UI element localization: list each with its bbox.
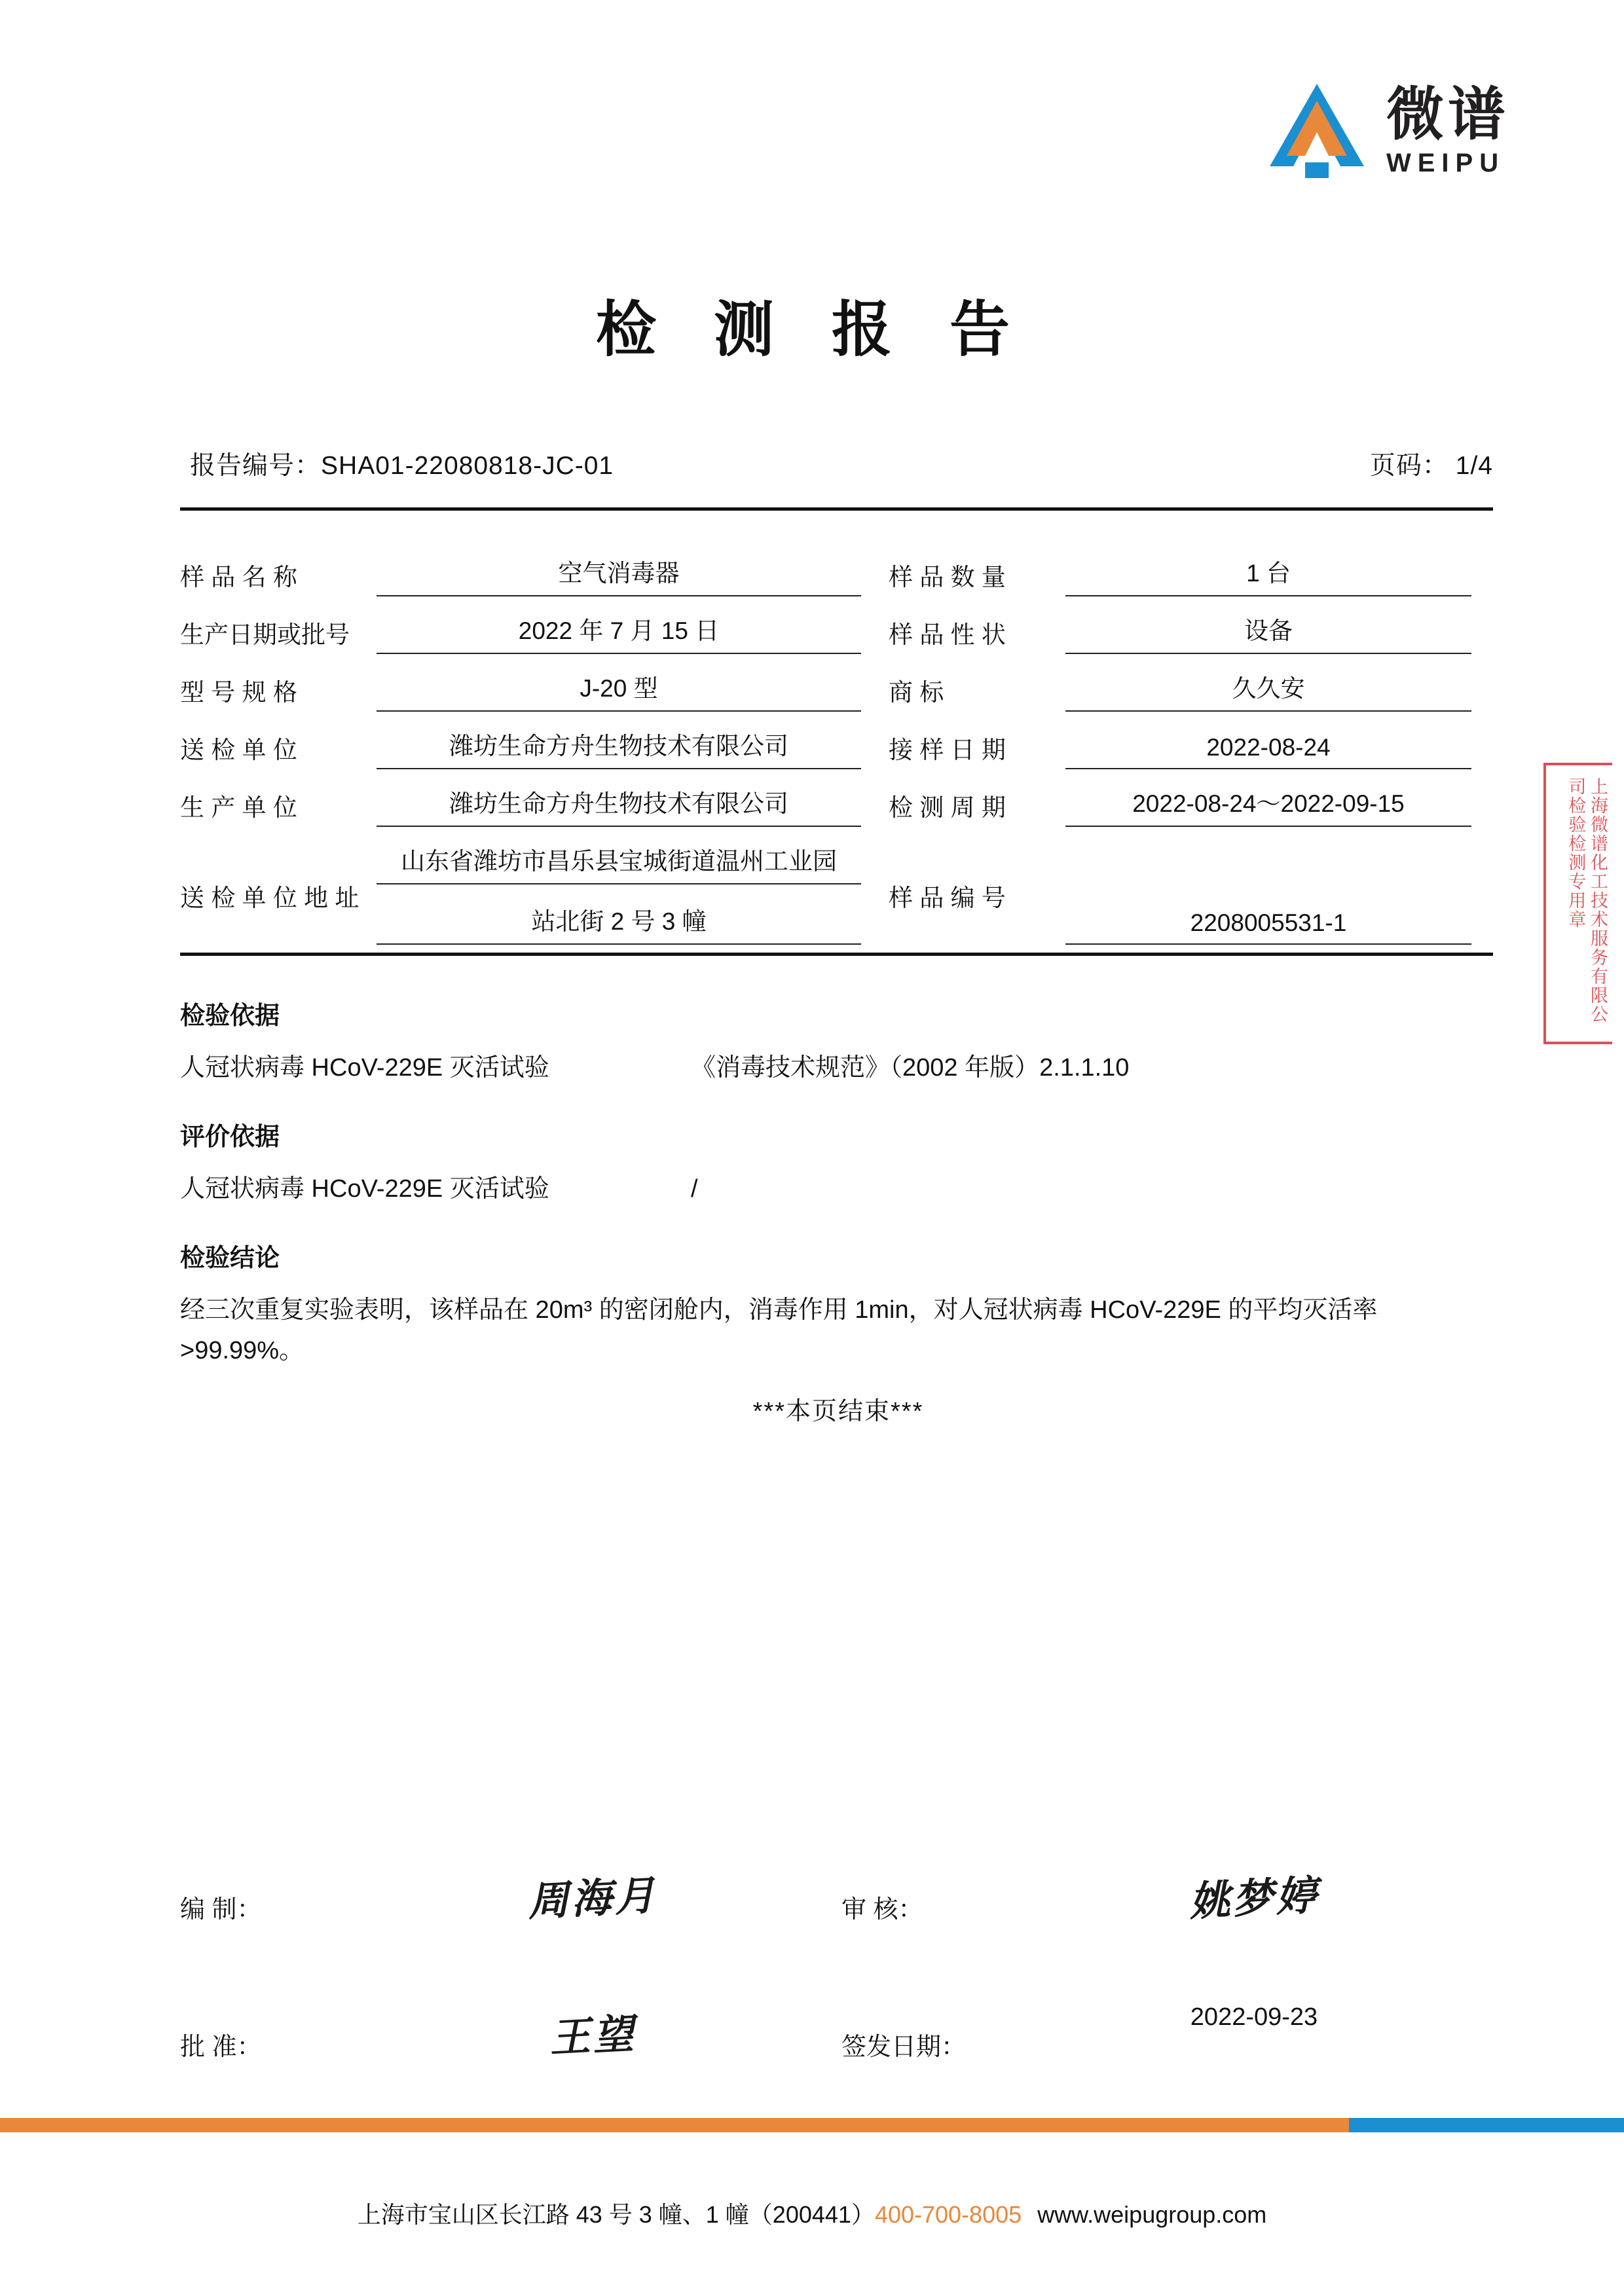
brand-name-cn: 微谱: [1386, 81, 1509, 148]
signature-block: [180, 1866, 1496, 2141]
footer-address: 上海市宝山区长江路 43 号 3 幢、1 幢（200441）: [357, 2201, 875, 2228]
weipu-logo-icon: [1264, 79, 1369, 183]
label-reviewed-by: 审 核：: [841, 1896, 923, 1923]
label-sample-name: 样 品 名 称: [180, 564, 297, 591]
value-submitting-address: [377, 841, 861, 945]
footer-website[interactable]: www.weipugroup.com: [1037, 2201, 1267, 2228]
basis-item: 人冠状病毒 HCoV-229E 灭活试验: [180, 1054, 549, 1082]
section-evaluation-basis: [180, 1116, 1496, 1210]
value-model-spec: J-20 型: [377, 668, 861, 712]
section-title-conclusion: 检验结论: [180, 1245, 280, 1272]
value-sample-name: 空气消毒器: [377, 553, 861, 596]
page-title: 检 测 报 告: [595, 295, 1029, 365]
section-title-basis: 检验依据: [180, 1002, 280, 1030]
brand-name-en: WEIPU: [1386, 149, 1505, 177]
brand-logo: [1264, 79, 1509, 183]
label-approved-by: 批 准：: [180, 2033, 262, 2061]
address-line-2: 站北街 2 号 3 幢: [377, 902, 861, 945]
footer-phone: 400-700-8005: [874, 2201, 1022, 2228]
label-sample-qty: 样 品 数 量: [889, 564, 1006, 591]
signature-row-2: [180, 2003, 1496, 2062]
label-prepared-by: 编 制：: [180, 1896, 262, 1923]
report-meta: [190, 445, 1493, 482]
value-production-date: 2022 年 7 月 15 日: [377, 611, 861, 654]
value-sample-form: 设备: [1065, 611, 1471, 654]
footer-color-bar: [0, 2118, 1624, 2132]
basis-standard: 《消毒技术规范》（2002 年版）2.1.1.10: [691, 1054, 1130, 1082]
divider-top: [180, 507, 1493, 511]
page-end-note: ***本页结束***: [752, 1398, 924, 1426]
conclusion-text: 经三次重复实验表明，该样品在 20m³ 的密闭舱内，消毒作用 1min，对人冠状病毒 HCoV-229E 的平均灭活率>99.99%。: [180, 1296, 1378, 1364]
label-submitting-unit: 送 检 单 位: [180, 737, 297, 763]
value-approved-by: [344, 2003, 841, 2062]
label-submitting-address: 送 检 单 位 地 址: [180, 884, 360, 911]
official-stamp: 上海微谱化工技术服务有限公司检验检测专用章: [1543, 763, 1612, 1044]
label-trademark: 商 标: [889, 679, 944, 706]
table-row-address: [180, 841, 1493, 945]
table-row: [180, 726, 1493, 769]
label-test-period: 检 测 周 期: [889, 794, 1006, 821]
value-prepared-by: [344, 1866, 841, 1925]
address-line-1: 山东省潍坊市昌乐县宝城街道温州工业园: [377, 841, 861, 884]
evaluation-standard: /: [691, 1175, 698, 1203]
label-receipt-date: 接 样 日 期: [889, 737, 1006, 763]
table-row: [180, 611, 1493, 654]
label-sample-no: 样 品 编 号: [889, 884, 1006, 911]
table-row: [180, 784, 1493, 827]
value-issue-date: 2022-09-23: [1190, 2003, 1318, 2031]
evaluation-item: 人冠状病毒 HCoV-229E 灭活试验: [180, 1175, 549, 1203]
label-production-date: 生产日期或批号: [180, 621, 350, 648]
label-sample-form: 样 品 性 状: [889, 621, 1006, 648]
value-test-period: 2022-08-24～2022-09-15: [1065, 784, 1471, 827]
label-model-spec: 型 号 规 格: [180, 679, 297, 706]
value-sample-qty: 1 台: [1065, 553, 1471, 596]
value-reviewed-by: [1025, 1866, 1483, 1925]
signature-prepared: 周海月: [526, 1870, 659, 1926]
report-no-label: 报告编号：: [190, 452, 322, 480]
table-row: [180, 553, 1493, 596]
section-conclusion: [180, 1237, 1496, 1427]
footer-bar-blue: [1349, 2118, 1624, 2132]
signature-approved: 王望: [548, 2009, 638, 2062]
footer-contact: [0, 2196, 1624, 2230]
value-submitting-unit: 潍坊生命方舟生物技术有限公司: [377, 726, 861, 769]
signature-reviewed: 姚梦婷: [1188, 1870, 1321, 1926]
label-issue-date: 签发日期：: [841, 2033, 967, 2061]
section-title-evaluation: 评价依据: [180, 1123, 280, 1151]
divider-bottom: [180, 953, 1493, 956]
signature-row-1: [180, 1866, 1496, 1925]
table-row: [180, 668, 1493, 712]
section-inspection-basis: [180, 995, 1496, 1089]
value-trademark: 久久安: [1065, 668, 1471, 712]
label-manufacturer: 生 产 单 位: [180, 794, 297, 821]
page-value: 1/4: [1455, 452, 1493, 480]
page-label: 页码：: [1369, 452, 1449, 480]
report-no-value: SHA01-22080818-JC-01: [321, 452, 614, 480]
sample-info-table: [180, 553, 1493, 959]
value-sample-no: 2208005531-1: [1065, 841, 1471, 945]
value-manufacturer: 潍坊生命方舟生物技术有限公司: [377, 784, 861, 827]
footer-bar-orange: [0, 2118, 1349, 2132]
value-receipt-date: 2022-08-24: [1065, 726, 1471, 769]
